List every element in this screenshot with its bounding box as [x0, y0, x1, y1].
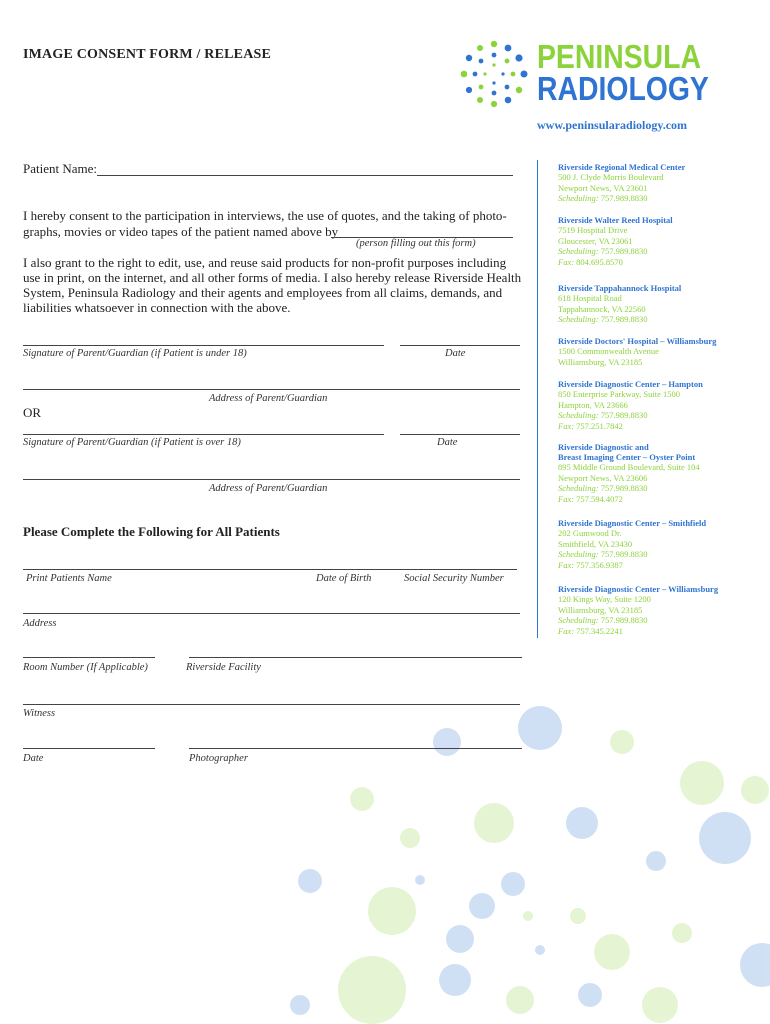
dob-label: Date of Birth — [316, 573, 372, 584]
scheduling-phone: 757.989.8830 — [600, 193, 648, 203]
location-block — [558, 283, 681, 325]
location-block — [558, 215, 673, 267]
scheduling-phone: 757.989.8830 — [600, 549, 648, 559]
witness-field[interactable] — [23, 704, 520, 705]
form-title: IMAGE CONSENT FORM / RELEASE — [23, 47, 272, 62]
address-parent-label-2: Address of Parent/Guardian — [209, 483, 328, 494]
location-scheduling — [558, 615, 718, 626]
location-block — [558, 336, 716, 367]
location-address-line: Williamsburg, VA 23185 — [558, 604, 643, 615]
scheduling-label: Scheduling: — [558, 314, 599, 324]
location-address-line: 850 Enterprise Parkway, Suite 1500 — [558, 389, 680, 399]
location-address-line: 120 Kings Way, Suite 1200 — [558, 594, 651, 604]
fax-number: 757.594.4072 — [576, 493, 623, 504]
patient-name-label: Patient Name: — [23, 161, 98, 176]
fax-number: 757.356.9387 — [576, 559, 623, 570]
fax-number: 804.695.8570 — [576, 256, 623, 267]
location-block — [558, 162, 685, 204]
date-field-2[interactable] — [400, 434, 520, 435]
photographer-label: Photographer — [189, 753, 248, 764]
address-parent-field-1[interactable] — [23, 389, 520, 390]
fax-number: 757.345.2241 — [576, 625, 623, 636]
location-name: Riverside Diagnostic Center – Hampton — [558, 379, 703, 389]
location-address-line: 895 Middle Ground Boulevard, Suite 104 — [558, 462, 700, 472]
riverside-facility-field[interactable] — [189, 657, 522, 658]
location-address-line: Hampton, VA 23666 — [558, 399, 628, 410]
date-label-3: Date — [23, 753, 44, 764]
fax-label: Fax: — [558, 420, 575, 431]
scheduling-label: Scheduling: — [558, 193, 599, 203]
scheduling-label: Scheduling: — [558, 246, 599, 256]
location-address-line: 500 J. Clyde Morris Boulevard — [558, 172, 664, 182]
consent-text-line-1: I hereby consent to the participation in interviews, the use of quotes, and the taking of photo- — [23, 208, 507, 223]
section-heading: Please Complete the Following for All Patients — [23, 524, 280, 539]
address-label: Address — [23, 618, 57, 629]
room-number-field[interactable] — [23, 657, 155, 658]
location-scheduling — [558, 193, 685, 204]
location-fax — [558, 494, 700, 505]
location-address-line: Tappahannock, VA 22560 — [558, 303, 646, 314]
website-link[interactable]: www.peninsularadiology.com — [537, 118, 688, 132]
location-name: Riverside Walter Reed Hospital — [558, 215, 673, 225]
peninsula-radiology-logo-icon — [456, 36, 536, 112]
location-block — [558, 518, 706, 570]
scheduling-label: Scheduling: — [558, 410, 599, 420]
scheduling-phone: 757.989.8830 — [600, 483, 648, 493]
location-name: Riverside Doctors' Hospital – Williamsburg — [558, 336, 717, 346]
address-parent-label-1: Address of Parent/Guardian — [209, 393, 328, 404]
location-address-line: Williamsburg, VA 23185 — [558, 356, 643, 367]
fax-label: Fax: — [558, 625, 575, 636]
fax-label: Fax: — [558, 493, 575, 504]
location-block — [558, 442, 700, 504]
signature-over18-label: Signature of Parent/Guardian (if Patient is over 18) — [23, 437, 241, 448]
location-scheduling — [558, 314, 681, 325]
location-name: Riverside Tappahannock Hospital — [558, 283, 682, 293]
location-address-line: Gloucester, VA 23061 — [558, 235, 633, 246]
logo-text-peninsula: PENINSULA — [537, 38, 701, 75]
date-field-3[interactable] — [23, 748, 155, 749]
grant-text-line-3: System, Peninsula Radiology and their agents and employees from all claims, demands, and — [23, 285, 503, 300]
patient-name-field[interactable] — [97, 175, 513, 176]
print-name-label: Print Patients Name — [26, 573, 112, 584]
location-name: Riverside Diagnostic and — [558, 442, 649, 452]
room-number-label: Room Number (If Applicable) — [23, 662, 148, 673]
location-block — [558, 584, 718, 636]
scheduling-label: Scheduling: — [558, 483, 599, 493]
location-fax — [558, 560, 706, 571]
person-filling-label: (person filling out this form) — [356, 238, 476, 249]
location-block — [558, 379, 703, 431]
location-address-line: 7519 Hospital Drive — [558, 225, 628, 235]
location-column-divider — [537, 160, 538, 638]
grant-text-line-2: use in print, on the internet, and all other forms of media. I also hereby release Riverside Health — [23, 270, 522, 285]
grant-text-line-1: I also grant to the right to edit, use, and reuse said products for non-profit purposes including — [23, 255, 507, 270]
location-scheduling — [558, 483, 700, 494]
ssn-label: Social Security Number — [404, 573, 504, 584]
location-address-line: Newport News, VA 23606 — [558, 472, 648, 483]
scheduling-phone: 757.989.8830 — [600, 314, 648, 324]
photographer-field[interactable] — [189, 748, 522, 749]
date-label-1: Date — [445, 348, 466, 359]
location-address-line: 202 Gumwood Dr. — [558, 528, 622, 538]
scheduling-phone: 757.989.8830 — [600, 410, 648, 420]
logo-text-radiology: RADIOLOGY — [537, 70, 709, 107]
location-fax — [558, 257, 673, 268]
location-scheduling — [558, 246, 673, 257]
location-address-line: 1500 Commonwealth Avenue — [558, 346, 659, 356]
or-label: OR — [23, 405, 42, 420]
signature-under18-label: Signature of Parent/Guardian (if Patient is under 18) — [23, 348, 247, 359]
consent-text-line-2: graphs, movies or video tapes of the patient named above by — [23, 224, 339, 239]
scheduling-label: Scheduling: — [558, 615, 599, 625]
location-fax — [558, 626, 718, 637]
location-address-line: 618 Hospital Road — [558, 293, 622, 303]
location-name: Riverside Diagnostic Center – Williamsburg — [558, 584, 719, 594]
location-fax — [558, 421, 703, 432]
location-name: Riverside Regional Medical Center — [558, 162, 686, 172]
fax-label: Fax: — [558, 559, 575, 570]
scheduling-phone: 757.989.8830 — [600, 246, 648, 256]
witness-label: Witness — [23, 708, 56, 719]
location-address-line: Smithfield, VA 23430 — [558, 538, 633, 549]
scheduling-phone: 757.989.8830 — [600, 615, 648, 625]
location-address-line: Newport News, VA 23601 — [558, 182, 648, 193]
location-scheduling — [558, 410, 703, 421]
date-label-2: Date — [437, 437, 458, 448]
fax-label: Fax: — [558, 256, 575, 267]
location-name: Breast Imaging Center – Oyster Point — [558, 452, 696, 462]
scheduling-label: Scheduling: — [558, 549, 599, 559]
signature-over18-field[interactable] — [23, 434, 384, 435]
grant-text-line-4: liabilities whatsoever in connection with the above. — [23, 300, 291, 315]
location-name: Riverside Diagnostic Center – Smithfield — [558, 518, 707, 528]
signature-under18-field[interactable] — [23, 345, 384, 346]
date-field-1[interactable] — [400, 345, 520, 346]
fax-number: 757.251.7842 — [576, 420, 623, 431]
patient-info-field[interactable] — [23, 569, 517, 570]
address-field[interactable] — [23, 613, 520, 614]
location-scheduling — [558, 549, 706, 560]
riverside-facility-label: Riverside Facility — [186, 662, 261, 673]
address-parent-field-2[interactable] — [23, 479, 520, 480]
